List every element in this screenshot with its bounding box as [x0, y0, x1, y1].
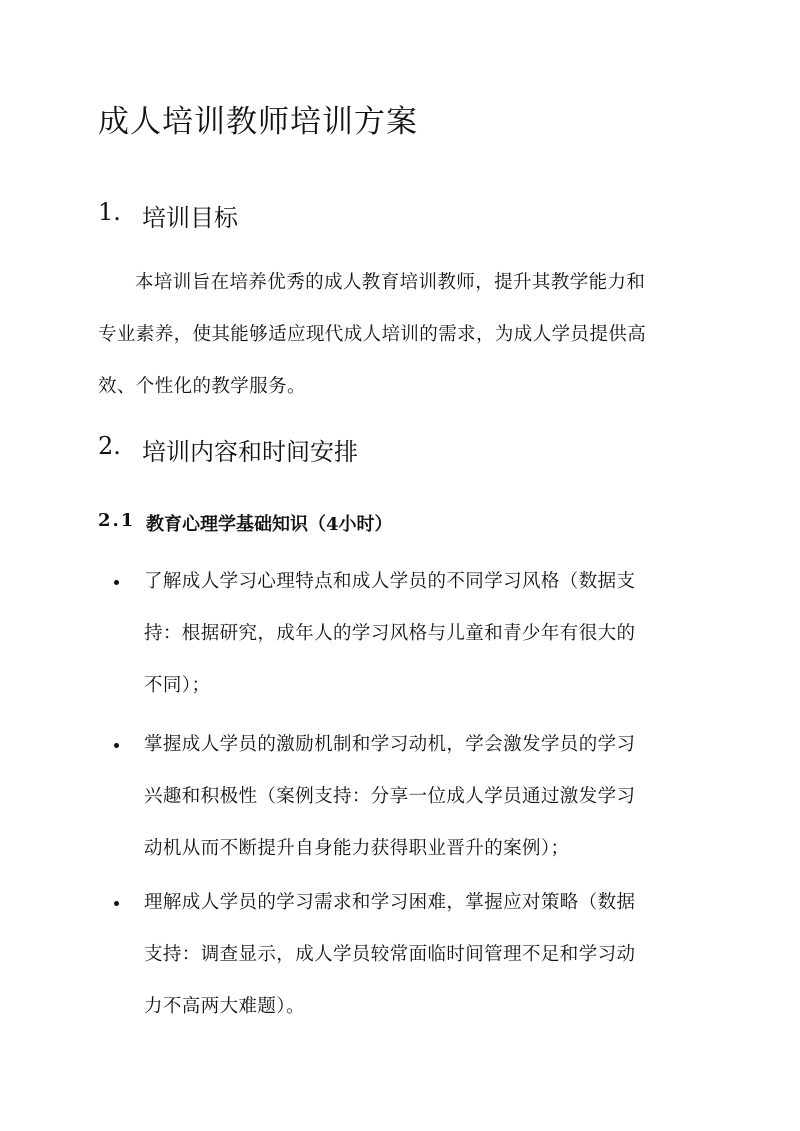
list-item-text	[144, 719, 704, 875]
subsection-2-1-heading	[98, 510, 393, 536]
list-item-line: 动机从而不断提升自身能力获得职业晋升的案例）；	[144, 838, 570, 859]
bullet-icon	[114, 901, 119, 906]
section-2-heading	[98, 432, 358, 467]
document-title: 成人培训教师培训方案	[98, 104, 418, 140]
list-item-line: 支持：调查显示，成人学员较常面临时间管理不足和学习动	[144, 944, 636, 965]
section-1-heading	[98, 198, 238, 233]
list-item-line: 不同）；	[144, 675, 211, 696]
list-item-line: 力不高两大难题）。	[144, 996, 305, 1017]
paragraph-line: 本培训旨在培养优秀的成人教育培训教师，提升其教学能力和	[135, 272, 646, 293]
list-item-text	[144, 877, 704, 1033]
paragraph-line: 效、个性化的教学服务。	[98, 376, 306, 397]
list-item-line: 持：根据研究，成年人的学习风格与儿童和青少年有很大的	[144, 623, 636, 644]
subsection-2-1-title: 教育心理学基础知识（4小时）	[146, 514, 393, 535]
bullet-icon	[114, 580, 119, 585]
list-item-line: 了解成人学习心理特点和成人学员的不同学习风格（数据支	[144, 571, 636, 592]
list-item-line: 掌握成人学员的激励机制和学习动机，学会激发学员的学习	[144, 734, 636, 755]
section-1-title: 培训目标	[142, 204, 238, 232]
paragraph-line: 专业素养，使其能够适应现代成人培训的需求，为成人学员提供高	[98, 324, 647, 345]
section-2-number: 2.	[98, 432, 121, 460]
subsection-2-1-number: 2.1	[98, 510, 136, 531]
list-item-text	[144, 556, 704, 712]
section-2-title: 培训内容和时间安排	[142, 438, 358, 466]
section-1-paragraph	[98, 257, 698, 413]
bullet-icon	[114, 743, 119, 748]
section-1-number: 1.	[98, 198, 121, 226]
list-item-line: 理解成人学员的学习需求和学习困难，掌握应对策略（数据	[144, 892, 636, 913]
list-item-line: 兴趣和积极性（案例支持：分享一位成人学员通过激发学习	[144, 786, 636, 807]
